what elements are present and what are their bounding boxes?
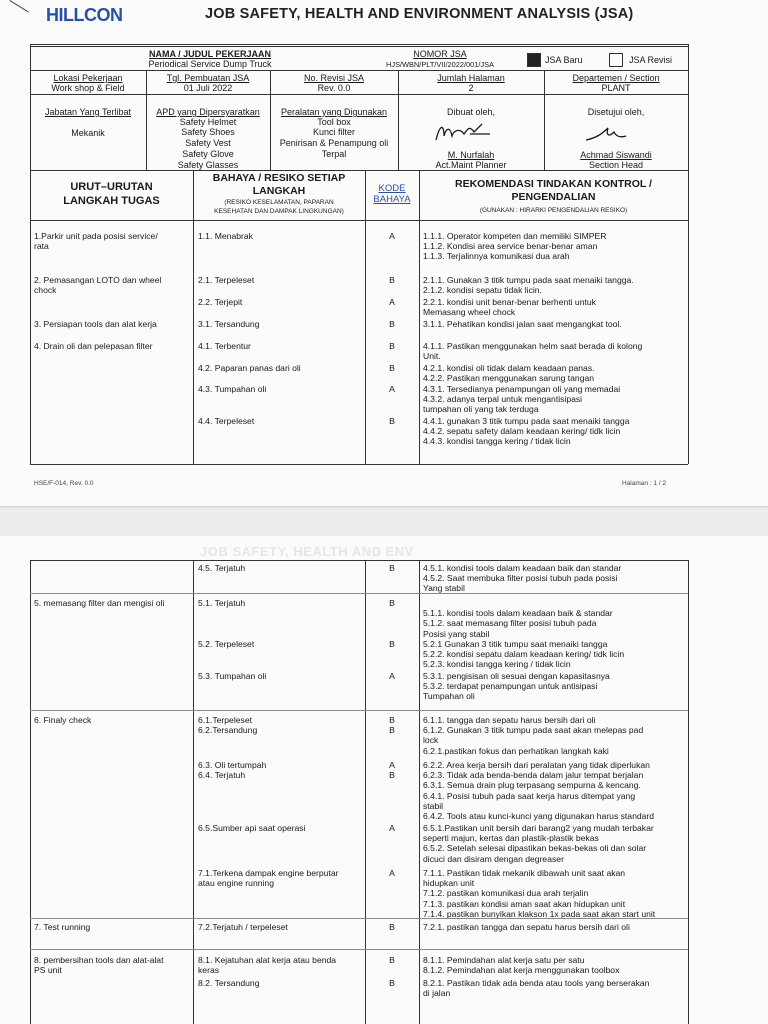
hazard-code: B [389, 319, 395, 329]
hazard-text: 6.3. Oli tertumpah [198, 760, 267, 770]
control-text: 3.1.1. Pehatikan kondisi jalan saat mengangkat tool. [423, 319, 622, 329]
control-text: 6.4.1. Posisi tubuh pada saat kerja harus ditempat yang [423, 790, 636, 801]
jsa-revisi-label: JSA Revisi [629, 55, 673, 65]
control-text: 7.1.3. pastikan kondisi aman saat akan hidupkan unit [423, 898, 626, 909]
control-text: Posisi yang stabil [423, 628, 490, 639]
peralatan-item: Kunci filter [312, 127, 356, 137]
control-text: 2.1.1. Gunakan 3 titik tumpu pada saat menaiki tangga. [423, 275, 634, 285]
hazard-text: 4.2. Paparan panas dari oli [198, 363, 301, 373]
control-text: 1.1.3. Terjalinnya komunikasi dua arah [423, 251, 570, 262]
nomor-label: NOMOR JSA [413, 49, 467, 59]
hazard-code: A [389, 231, 395, 241]
hazard-text: 6.5.Sumber api saat operasi [198, 823, 306, 833]
apd-item: Safety Glove [182, 149, 234, 159]
page-2 [0, 536, 768, 1024]
control-text: 4.4.1. gunakan 3 titik tumpu pada saat menaiki tangga [423, 416, 630, 426]
col-bahaya-header: LANGKAH [252, 185, 306, 197]
lokasi-value: Work shop & Field [51, 83, 125, 93]
disetujui-name: Achmad Siswandi [580, 150, 652, 160]
control-text: 1.1.2. Kondisi area service benar-benar aman [423, 241, 598, 252]
hazard-text: 5.1. Terjatuh [198, 598, 246, 608]
control-text: 5.1.1. kondisi tools dalam keadaan baik & standar [423, 608, 613, 619]
col-bahaya-sub: (RESIKO KESELAMATAN, PAPARAN [224, 199, 334, 206]
hazard-text: 4.3. Tumpahan oli [198, 384, 267, 394]
hazard-code: B [389, 563, 395, 573]
step-text: PS unit [34, 965, 62, 976]
step-text: 2. Pemasangan LOTO dan wheel [34, 275, 162, 285]
control-text: 4.4.3. kondisi tangga kering / tidak licin [423, 436, 571, 447]
control-text: 5.1.2. saat memasang filter posisi tubuh pada [423, 618, 597, 629]
control-text: 6.2.2. Area kerja bersih dari peralatan yang tidak diperlukan [423, 760, 650, 770]
hazard-code: A [389, 671, 395, 681]
control-text: 6.1.2. Gunakan 3 titik tumpu pada saat akan melepas pad [423, 725, 644, 736]
dibuat-name: M. Nurfalah [447, 150, 495, 160]
apd-item: Safety Helmet [179, 117, 237, 127]
control-text: stabil [423, 800, 444, 811]
control-text: 6.3.1. Semua drain plug terpasang sempurna & kencang. [423, 780, 641, 791]
hazard-text: 5.3. Tumpahan oli [198, 671, 267, 681]
row-divider [30, 593, 688, 594]
step-text: 5. memasang filter dan mengisi oli [34, 598, 165, 608]
step-text: 8. pembersihan tools dan alat-alat [34, 955, 164, 965]
control-text: Memasang wheel chock [423, 307, 516, 318]
apd-item: Safety Glasses [177, 160, 239, 170]
peralatan-item: Tool box [317, 117, 351, 127]
step-text: 6. Finaly check [34, 715, 92, 725]
page-1 [0, 0, 768, 506]
step-text: 3. Persiapan tools dan alat kerja [34, 319, 157, 329]
norev-value: Rev. 0.0 [317, 83, 351, 93]
hazard-text: 8.2. Tersandung [198, 978, 260, 988]
step-text: 4. Drain oli dan pelepasan filter [34, 341, 153, 351]
col-langkah-header: LANGKAH TUGAS [63, 195, 160, 207]
hazard-code: B [389, 770, 395, 781]
hazard-code: B [389, 639, 395, 649]
control-text: 6.1.1. tangga dan sepatu harus bersih dari oli [423, 715, 596, 725]
page-number: Halaman : 1 / 2 [622, 480, 667, 487]
peralatan-item: Terpal [321, 149, 347, 159]
hazard-code: A [389, 760, 395, 770]
document-title: JOB SAFETY, HEALTH AND ENVIRONMENT ANALYSIS (JSA) [205, 6, 634, 22]
hazard-text: 7.2.Terjatuh / terpeleset [198, 922, 288, 932]
control-text: 5.2.3. kondisi tangga kering / tidak licin [423, 659, 571, 670]
hazard-text: keras [198, 965, 220, 976]
control-text: 6.5.2. Setelah selesai dipastikan bekas-bekas oli dan solar [423, 843, 647, 854]
hazard-text: 6.1.Terpeleset [198, 715, 252, 725]
hazard-code: B [389, 598, 395, 608]
scan-mark [2, 0, 29, 24]
norev-label: No. Revisi JSA [303, 73, 365, 83]
control-text: tumpahan oli yang tak terduga [423, 404, 539, 415]
control-text: 4.4.2. sepatu safety dalam keadaan kering/ tidk licin [423, 426, 621, 437]
control-text: 4.3.2. adanya terpal untuk mengantisipasi [423, 394, 583, 405]
hazard-code: A [389, 384, 395, 394]
step-text: 1.Parkir unit pada posisi service/ [34, 231, 158, 241]
hazard-code: B [389, 416, 395, 426]
jumlah-value: 2 [468, 83, 474, 93]
col-bahaya-sub: KESEHATAN DAN DAMPAK LINGKUNGAN) [214, 208, 344, 215]
control-text: 5.2.1 Gunakan 3 titik tumpu saat menaiki tangga [423, 639, 608, 649]
control-text: 7.1.1. Pastikan tidak mekanik dibawah unit saat akan [423, 868, 626, 878]
disetujui-label: Disetujui oleh, [587, 107, 645, 117]
company-logo: HILLCON [46, 5, 123, 25]
hazard-code: B [389, 922, 395, 932]
control-text: dicuci dan disiram dengan degreaser [423, 853, 564, 864]
control-text: 5.2.2. kondisi sepatu dalam keadaan kering/ tidk licin [423, 649, 625, 660]
jsa-baru-checkbox[interactable] [527, 53, 541, 67]
form-code: HSE/F-014, Rev. 0.0 [34, 480, 94, 487]
col-rekomendasi-header: REKOMENDASI TINDAKAN KONTROL / [455, 178, 652, 190]
hazard-text: 7.1.Terkena dampak engine berputar [198, 868, 339, 878]
control-text: hidupkan unit [423, 878, 475, 889]
dept-value: PLANT [601, 83, 631, 93]
hazard-text: 4.5. Terjatuh [198, 563, 246, 573]
peralatan-label: Peralatan yang Digunakan [280, 107, 388, 117]
control-text: di jalan [423, 988, 451, 999]
apd-item: Safety Shoes [181, 127, 235, 137]
control-text: 8.2.1. Pastikan tidak ada benda atau tools yang berserakan [423, 978, 650, 988]
control-text: 4.3.1. Tersedianya penampungan oli yang memadai [423, 384, 621, 394]
control-text: 4.2.1. kondisi oli tidak dalam keadaan panas. [423, 363, 595, 373]
nomor-value: HJS/WBN/PLT/VII/2022/001/JSA [386, 60, 494, 69]
hazard-code: A [389, 868, 395, 878]
signature-siswandi [582, 122, 642, 144]
hazard-text: 6.4. Terjatuh [198, 770, 246, 781]
control-text: 6.5.1.Pastikan unit bersih dari barang2 yang mudah terbakar [423, 823, 654, 833]
hazard-code: B [389, 725, 395, 736]
tgl-value: 01 Juli 2022 [183, 83, 233, 93]
control-text: seperti majun, kertas dan plastik-plastik bekas [423, 833, 599, 844]
jabatan-value: Mekanik [71, 128, 105, 138]
row-divider [30, 918, 688, 919]
hazard-text: 1.1. Menabrak [198, 231, 253, 241]
col-rekomendasi-sub: (GUNAKAN : HIRARKI PENGENDALIAN RESIKO) [479, 207, 628, 214]
col-langkah-header: URUT–URUTAN [70, 181, 153, 193]
control-text: 7.1.2. pastikan komunikasi dua arah terjalin [423, 888, 589, 899]
control-text: 4.5.1. kondisi tools dalam keadaan baik dan standar [423, 563, 622, 573]
apd-label: APD yang Dipersyaratkan [156, 107, 260, 117]
control-text: 8.1.2. Pemindahan alat kerja menggunakan toolbox [423, 965, 620, 976]
signature-nurfalah [430, 120, 500, 146]
control-text: 8.1.1. Pemindahan alat kerja satu per satu [423, 955, 585, 965]
control-text: 5.3.2. terdapat penampungan untuk antisipasi [423, 681, 598, 692]
control-text: 5.3.1. pengisisan oli sesuai dengan kapasitasnya [423, 671, 610, 681]
hazard-text: 2.1. Terpeleset [198, 275, 255, 285]
jumlah-label: Jumlah Halaman [437, 73, 505, 83]
nama-label: NAMA / JUDUL PEKERJAAN [148, 49, 271, 59]
control-text: 6.2.1.pastikan fokus dan perhatikan langkah kaki [423, 745, 609, 756]
lokasi-label: Lokasi Pekerjaan [53, 73, 123, 83]
control-text: 7.2.1. pastikan tangga dan sepatu harus bersih dari oli [423, 922, 630, 932]
step-text: chock [34, 285, 57, 296]
show-through-text: JOB SAFETY, HEALTH AND ENV [200, 544, 414, 559]
hazard-text: 4.4. Terpeleset [198, 416, 255, 426]
col-rekomendasi-header: PENGENDALIAN [511, 191, 596, 203]
step-text: 7. Test running [34, 922, 91, 932]
hazard-text: 2.2. Terjepit [198, 297, 243, 307]
control-text: 2.2.1. kondisi unit benar-benar berhenti untuk [423, 297, 596, 307]
tgl-label: Tgl. Pembuatan JSA [166, 73, 250, 83]
dept-label: Departemen / Section [572, 73, 660, 83]
hazard-text: 8.1. Kejatuhan alat kerja atau benda [198, 955, 337, 965]
hazard-code: B [389, 341, 395, 351]
control-text: Unit. [423, 351, 441, 362]
disetujui-role: Section Head [588, 160, 644, 170]
control-text: 4.1.1. Pastikan menggunakan helm saat berada di kolong [423, 341, 643, 351]
control-text: Yang stabil [423, 583, 465, 594]
col-kode-header: KODE [378, 183, 406, 194]
control-text: lock [423, 735, 439, 746]
hazard-text: 5.2. Terpeleset [198, 639, 255, 649]
control-text: 1.1.1. Operator kompeten dan memiliki SIMPER [423, 231, 607, 241]
control-text: 4.2.2. Pastikan menggunakan sarung tangan [423, 373, 595, 384]
hazard-text: 6.2.Tersandung [198, 725, 258, 736]
apd-item: Safety Vest [185, 138, 231, 148]
row-divider [30, 949, 688, 950]
control-text: 4.5.2. Saat membuka filter posisi tubuh pada posisi [423, 573, 618, 584]
control-text: 6.4.2. Tools atau kunci-kunci yang digunakan harus standard [423, 811, 655, 821]
hazard-text: 3.1. Tersandung [198, 319, 260, 329]
jabatan-label: Jabatan Yang Terlibat [44, 107, 132, 117]
peralatan-item: Penirisan & Penampung oli [279, 138, 389, 148]
hazard-code: A [389, 823, 395, 833]
control-text: Tumpahan oli [423, 691, 475, 702]
hazard-code: B [389, 363, 395, 373]
col-bahaya-header: BAHAYA / RESIKO SETIAP [212, 172, 346, 184]
dibuat-role: Act.Maint Planner [435, 160, 507, 170]
dibuat-label: Dibuat oleh, [446, 107, 496, 117]
hazard-code: A [389, 297, 395, 307]
hazard-text: atau engine running [198, 878, 274, 889]
jsa-baru-label: JSA Baru [545, 55, 583, 65]
jsa-revisi-checkbox[interactable] [609, 53, 623, 67]
step-text: rata [34, 241, 49, 252]
nama-value: Periodical Service Dump Truck [148, 59, 272, 69]
control-text: 7.1.4. pastikan bunyikan klakson 1x pada saat akan start unit [423, 908, 656, 919]
control-text: 2.1.2. kondisi sepatu tidak licin. [423, 285, 542, 296]
hazard-code: B [389, 978, 395, 988]
hazard-text: 4.1. Terbentur [198, 341, 251, 351]
row-divider [30, 710, 688, 711]
hazard-code: B [389, 715, 395, 725]
col-kode-header: BAHAYA [373, 194, 411, 205]
hazard-code: B [389, 955, 395, 965]
hazard-code: B [389, 275, 395, 285]
control-text: 6.2.3. Tidak ada benda-benda dalam jalur tempat berjalan [423, 770, 644, 781]
